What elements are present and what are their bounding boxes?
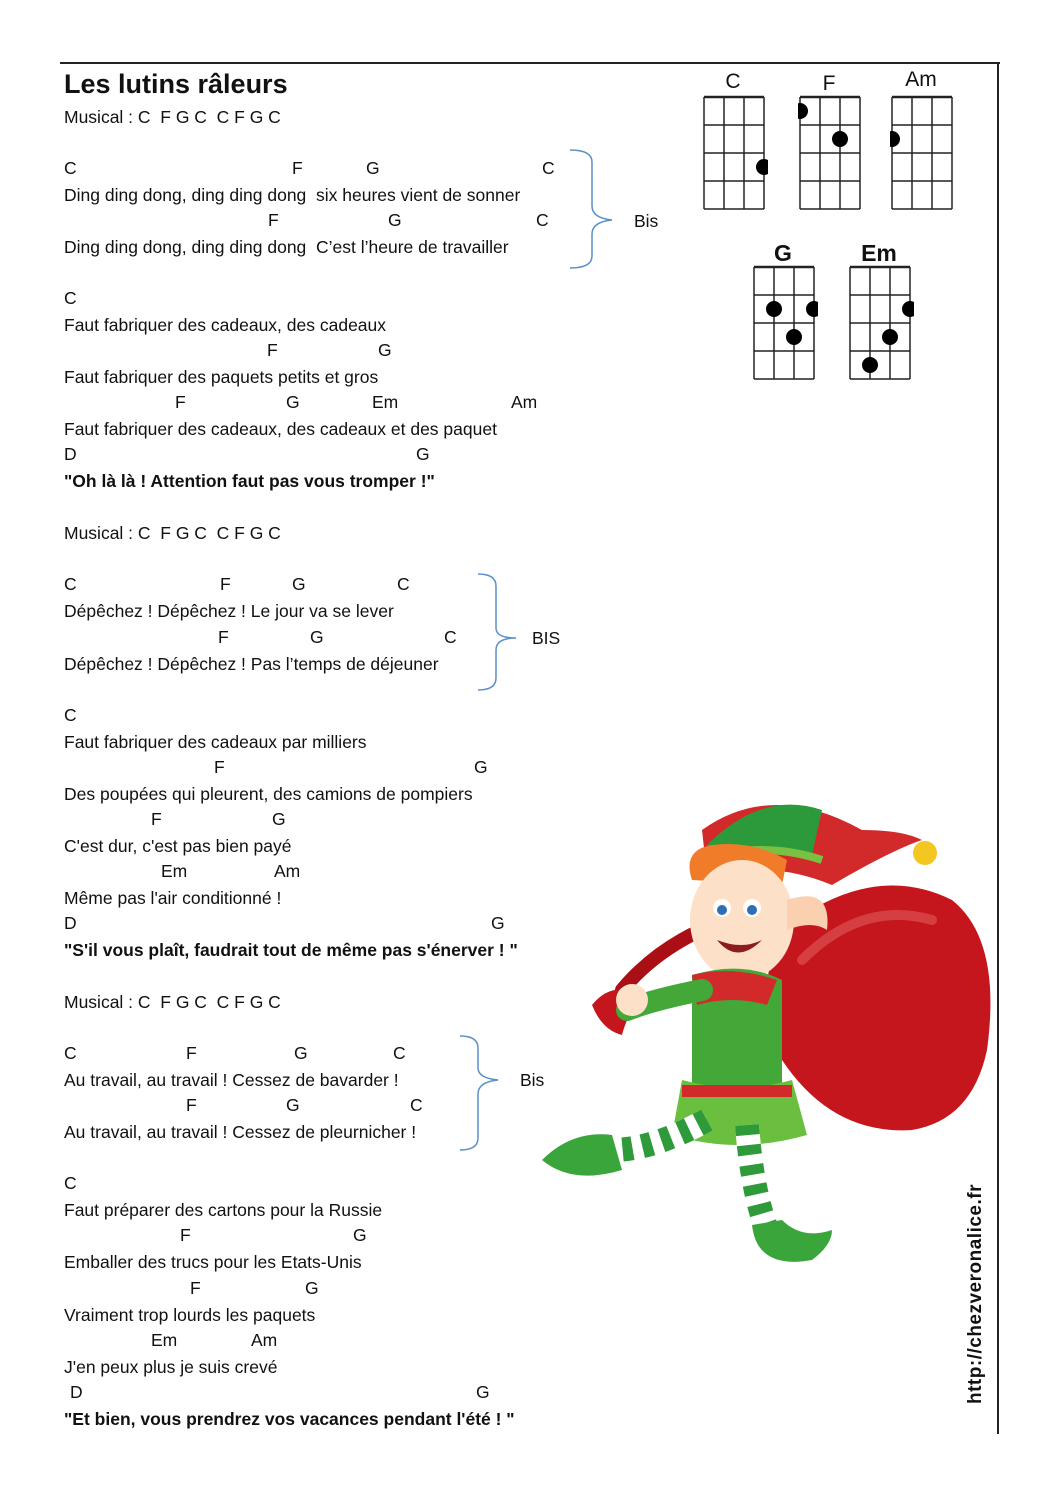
chord-diagram-em bbox=[848, 265, 914, 381]
chord: F bbox=[190, 1278, 201, 1298]
chord: C bbox=[64, 705, 77, 725]
chord: G bbox=[491, 913, 505, 933]
chord: G bbox=[294, 1043, 308, 1063]
chord: G bbox=[474, 757, 488, 777]
chord: C bbox=[64, 288, 77, 308]
chord-diagram-label: F bbox=[822, 72, 836, 95]
finger-dot bbox=[902, 301, 914, 317]
finger-dot bbox=[766, 301, 782, 317]
chord: G bbox=[286, 392, 300, 412]
lyric-line: Emballer des trucs pour les Etats-Unis bbox=[64, 1252, 362, 1272]
finger-dot bbox=[832, 131, 848, 147]
lyric-line: Faut préparer des cartons pour la Russie bbox=[64, 1200, 383, 1220]
lyric-line: Des poupées qui pleurent, des camions de pompiers bbox=[64, 784, 473, 804]
chord: C bbox=[444, 627, 457, 647]
chord: F bbox=[175, 392, 186, 412]
chord: D bbox=[64, 913, 77, 933]
elf-illustration bbox=[532, 790, 1002, 1290]
chord: G bbox=[310, 627, 324, 647]
lyric-line: Vraiment trop lourds les paquets bbox=[64, 1305, 316, 1325]
chord: C bbox=[397, 574, 410, 594]
chord: Em bbox=[372, 392, 399, 412]
chord: G bbox=[272, 809, 286, 829]
chord-diagram-g bbox=[752, 265, 818, 381]
lyric-line: Dépêchez ! Dépêchez ! Pas l’temps de déjeuner bbox=[64, 654, 439, 674]
chord: C bbox=[64, 1173, 77, 1193]
lyric-line: Même pas l'air conditionné ! bbox=[64, 888, 282, 908]
chord-diagram-f bbox=[798, 95, 864, 211]
musical-line: Musical : C F G C C F G C bbox=[64, 992, 281, 1012]
chord: G bbox=[286, 1095, 300, 1115]
lyric-line: Ding ding dong, ding ding dong six heures vient de sonner bbox=[64, 185, 521, 205]
lyric-line: Faut fabriquer des cadeaux par milliers bbox=[64, 732, 367, 752]
chord: F bbox=[214, 757, 225, 777]
chord: F bbox=[220, 574, 231, 594]
chord: F bbox=[180, 1225, 191, 1245]
chord: C bbox=[536, 210, 549, 230]
chord: G bbox=[366, 158, 380, 178]
lyric-line: Au travail, au travail ! Cessez de pleurnicher ! bbox=[64, 1122, 417, 1142]
chord: C bbox=[393, 1043, 406, 1063]
chord: G bbox=[353, 1225, 367, 1245]
chord: G bbox=[476, 1382, 490, 1402]
chord: F bbox=[218, 627, 229, 647]
chord: F bbox=[186, 1043, 197, 1063]
chord-diagram-c bbox=[702, 95, 768, 211]
chord: F bbox=[268, 210, 279, 230]
finger-dot bbox=[798, 103, 808, 119]
repeat-brace bbox=[566, 148, 626, 270]
lyric-line: Ding ding dong, ding ding dong C’est l’heure de travailler bbox=[64, 237, 509, 257]
musical-line: Musical : C F G C C F G C bbox=[64, 107, 281, 127]
spoken-line: "S'il vous plaît, faudrait tout de même pas s'énerver ! " bbox=[64, 940, 518, 960]
chord: D bbox=[64, 444, 77, 464]
chord: F bbox=[151, 809, 162, 829]
finger-dot bbox=[890, 131, 900, 147]
bis-label: BIS bbox=[532, 628, 561, 648]
chord-diagram-label: C bbox=[725, 70, 741, 93]
chord: F bbox=[186, 1095, 197, 1115]
chord: C bbox=[64, 158, 77, 178]
finger-dot bbox=[806, 301, 818, 317]
chord: C bbox=[64, 574, 77, 594]
chord: Em bbox=[161, 861, 188, 881]
chord: C bbox=[64, 1043, 77, 1063]
chord-diagram-am bbox=[890, 95, 956, 211]
chord-diagram-label: Em bbox=[861, 240, 897, 266]
repeat-brace bbox=[458, 1034, 508, 1154]
lyric-line: Faut fabriquer des paquets petits et gros bbox=[64, 367, 379, 387]
website-credit: http://chezveronalice.fr bbox=[965, 1184, 986, 1404]
chord-diagram-label: Am bbox=[905, 68, 937, 91]
chord: F bbox=[267, 340, 278, 360]
chord: G bbox=[292, 574, 306, 594]
chord-diagram-label: G bbox=[774, 240, 792, 266]
lyric-line: Faut fabriquer des cadeaux, des cadeaux et des paquet bbox=[64, 419, 497, 439]
lyric-line: J'en peux plus je suis crevé bbox=[64, 1357, 278, 1377]
chord: C bbox=[410, 1095, 423, 1115]
chord: D bbox=[70, 1382, 83, 1402]
finger-dot bbox=[756, 159, 768, 175]
chord: Am bbox=[511, 392, 538, 412]
chord: G bbox=[305, 1278, 319, 1298]
chord: Em bbox=[151, 1330, 178, 1350]
chord: G bbox=[416, 444, 430, 464]
lyric-line: Faut fabriquer des cadeaux, des cadeaux bbox=[64, 315, 387, 335]
spoken-line: "Et bien, vous prendrez vos vacances pendant l'été ! " bbox=[64, 1409, 515, 1429]
finger-dot bbox=[882, 329, 898, 345]
chord: Am bbox=[274, 861, 301, 881]
repeat-brace bbox=[476, 572, 526, 694]
chord: F bbox=[292, 158, 303, 178]
chord: G bbox=[378, 340, 392, 360]
finger-dot bbox=[786, 329, 802, 345]
chord: G bbox=[388, 210, 402, 230]
chord: Am bbox=[251, 1330, 278, 1350]
spoken-line: "Oh là là ! Attention faut pas vous tromper !" bbox=[64, 471, 435, 491]
lyric-line: Dépêchez ! Dépêchez ! Le jour va se lever bbox=[64, 601, 394, 621]
lyric-line: C'est dur, c'est pas bien payé bbox=[64, 836, 292, 856]
bis-label: Bis bbox=[634, 211, 659, 231]
bis-label: Bis bbox=[520, 1070, 545, 1090]
finger-dot bbox=[862, 357, 878, 373]
lyric-line: Au travail, au travail ! Cessez de bavarder ! bbox=[64, 1070, 399, 1090]
musical-line: Musical : C F G C C F G C bbox=[64, 523, 281, 543]
page-frame-top bbox=[60, 62, 1000, 64]
song-title: Les lutins râleurs bbox=[64, 69, 288, 99]
chord: C bbox=[542, 158, 555, 178]
